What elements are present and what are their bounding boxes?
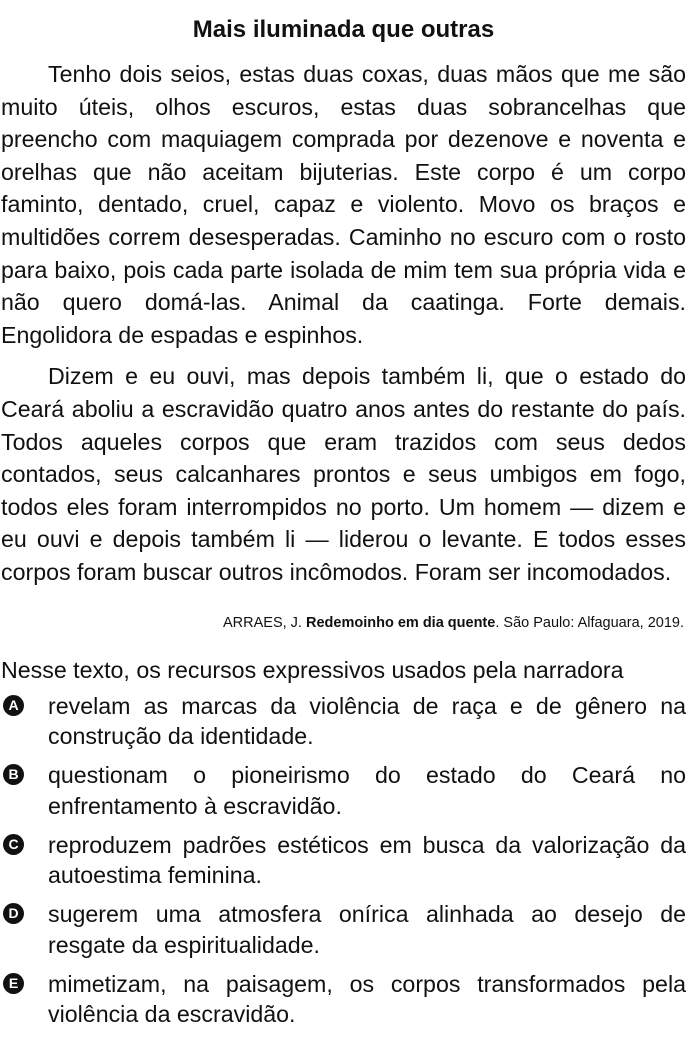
text-paragraph-2: Dizem e eu ouvi, mas depois também li, que o estado do Ceará aboliu a escravidão quatro anos antes do restante do país. Todos aqueles corpos que eram trazidos com seus dedos contados, seus calcanhares prontos e seus umbigos em fogo, todos eles foram interrompidos no porto. Um homem — dizem e eu ouvi e depois também li — liderou o levante. E todos esses corpos foram buscar outros incômodos. Foram ser incomodados. [1, 363, 686, 585]
option-e-text: mimetizam, na paisagem, os corpos transformados pela violência da escravidão. [48, 970, 686, 1027]
citation-publication: . São Paulo: Alfaguara, 2019. [495, 614, 684, 631]
citation-work-title: Redemoinho em dia quente [306, 614, 496, 631]
answer-options [1, 691, 686, 1030]
text-paragraph-1: Tenho dois seios, estas duas coxas, duas mãos que me são muito úteis, olhos escuros, estas duas sobrancelhas que preencho com maquiagem comprada por dezenove e noventa e orelhas que não aceitam bijuterias. Este corpo é um corpo faminto, dentado, cruel, capaz e violento. Movo os braços e multidões correm desesperadas. Caminho no escuro com o rosto para baixo, pois cada parte isolada de mim tem sua própria vida e não quero domá-las. Animal da caatinga. Forte demais. Engolidora de espadas e espinhos. [1, 61, 686, 348]
option-e-letter-badge: E [3, 973, 24, 994]
source-citation [1, 613, 684, 633]
option-a-letter-badge: A [3, 695, 24, 716]
option-a-text: revelam as marcas da violência de raça e de gênero na construção da identidade. [48, 692, 686, 749]
text-title: Mais iluminada que outras [192, 16, 495, 43]
option-c-letter-badge: C [3, 834, 24, 855]
question-stem: Nesse texto, os recursos expressivos usados pela narradora [1, 656, 624, 683]
option-a[interactable] [1, 691, 686, 752]
option-b[interactable] [1, 760, 686, 821]
option-b-letter-badge: B [3, 764, 24, 785]
option-c-text: reproduzem padrões estéticos em busca da valorização da autoestima feminina. [48, 831, 686, 888]
option-b-text: questionam o pioneirismo do estado do Ceará no enfrentamento à escravidão. [48, 762, 686, 819]
option-d-letter-badge: D [3, 903, 24, 924]
citation-author: ARRAES, J. [223, 614, 306, 631]
option-e[interactable] [1, 969, 686, 1030]
option-c[interactable] [1, 830, 686, 891]
option-d[interactable] [1, 899, 686, 960]
option-d-text: sugerem uma atmosfera onírica alinhada ao desejo de resgate da espiritualidade. [48, 901, 686, 958]
